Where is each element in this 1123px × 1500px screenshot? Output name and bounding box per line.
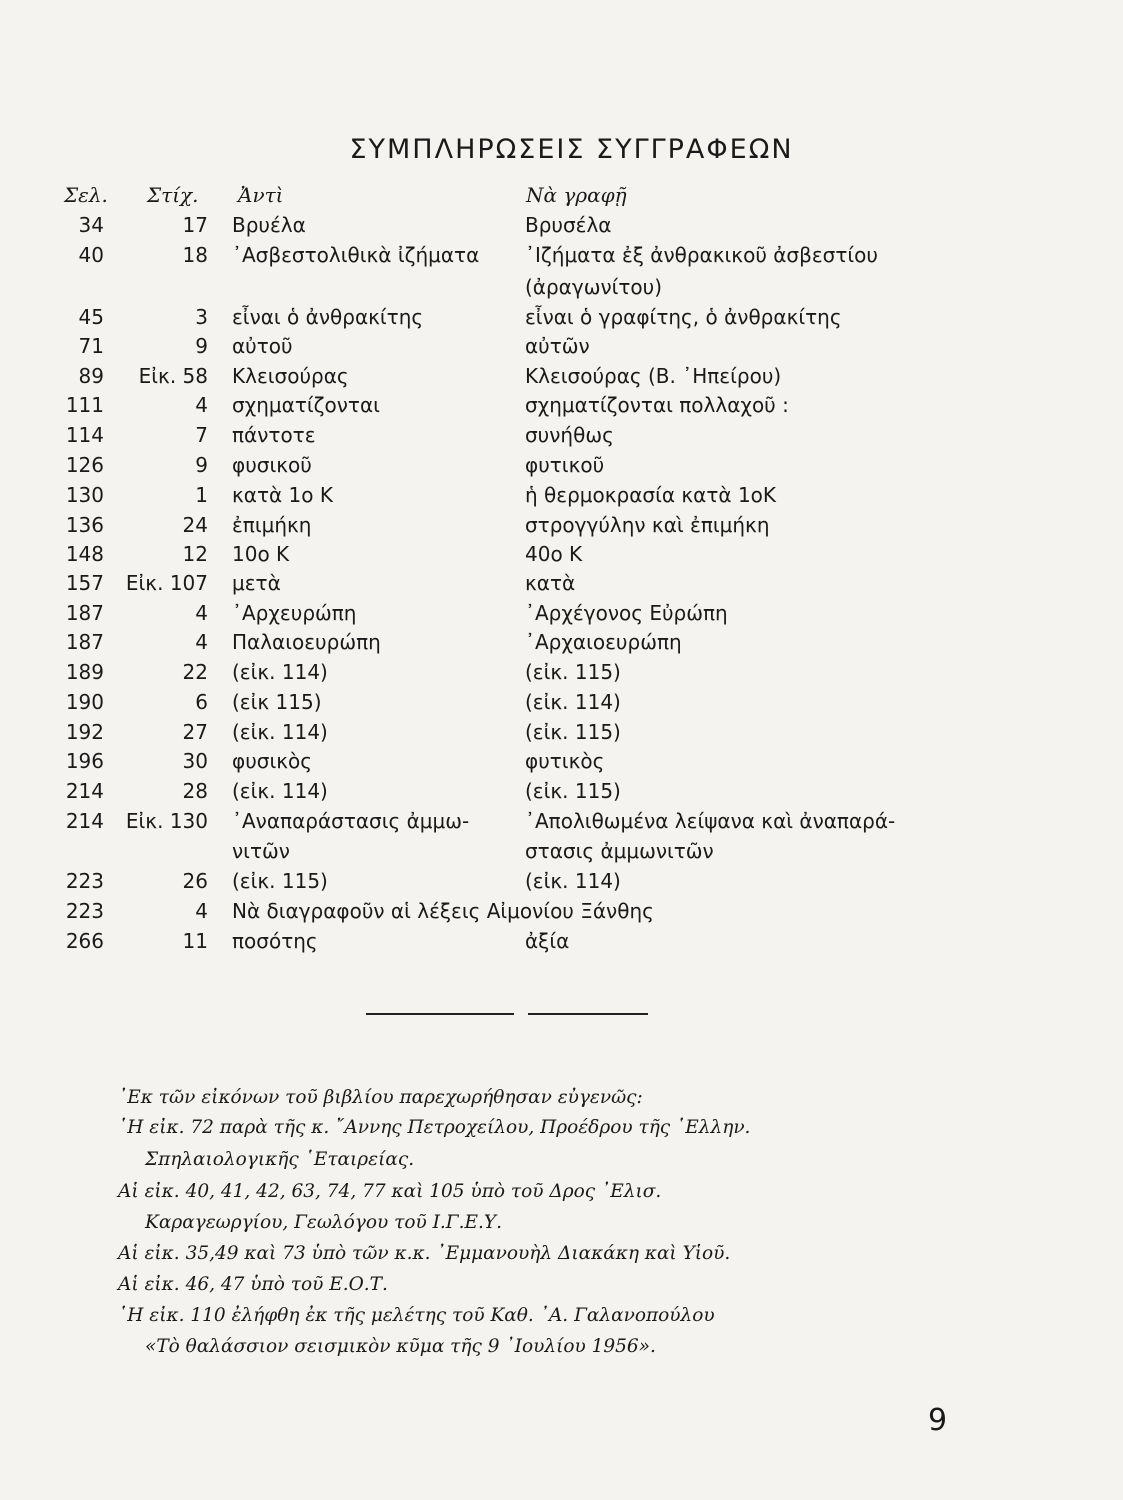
cell-page: 190 [65,690,104,714]
cell-wrong-continuation: νιτῶν [232,839,290,863]
cell-wrong: (εἰκ. 114) [232,660,328,684]
credit-line: ῾Η εἰκ. 110 ἐλήφθη ἐκ τῆς μελέτης τοῦ Καθ. ᾿Α. Γαλανοπούλου [118,1305,715,1326]
cell-wrong: εἶναι ὁ ἀνθρακίτης [232,305,424,329]
cell-right: Κλεισούρας (Β. ᾿Ηπείρου) [525,364,782,388]
cell-right: (εἰκ. 115) [525,660,621,684]
credit-line: Σπηλαιολογικῆς ῾Εταιρείας. [145,1149,415,1170]
cell-right: (εἰκ. 115) [525,779,621,803]
cell-page: 136 [65,513,104,537]
cell-wrong: 10ο Κ [232,542,290,566]
cell-note: Νὰ διαγραφοῦν αἱ λέξεις Αἰμονίου Ξάνθης [232,899,654,923]
header-wrong: Ἀντὶ [238,183,284,207]
cell-page: 196 [65,749,104,773]
cell-line: 7 [195,423,208,447]
cell-line: 4 [195,601,208,625]
cell-page: 71 [78,334,104,358]
cell-right: αὐτῶν [525,334,590,358]
page-title: ΣΥΜΠΛΗΡΩΣΕΙΣ ΣΥΓΓΡΑΦΕΩΝ [349,134,794,165]
cell-line: 17 [182,213,208,237]
cell-line: Εἰκ. 107 [125,571,208,595]
cell-page: 89 [78,364,104,388]
cell-right-continuation: (ἀραγωνίτου) [525,275,663,299]
cell-wrong: (εἰκ. 114) [232,720,328,744]
cell-page: 189 [65,660,104,684]
divider-right [528,1013,648,1015]
credit-line: Αἱ εἰκ. 40, 41, 42, 63, 74, 77 καὶ 105 ὑπὸ τοῦ Δρος ᾿Ελισ. [118,1181,662,1202]
credit-line: Καραγεωργίου, Γεωλόγου τοῦ Ι.Γ.Ε.Υ. [145,1212,503,1233]
credit-line: Αἱ εἰκ. 46, 47 ὑπὸ τοῦ Ε.Ο.Τ. [118,1274,388,1295]
cell-right: εἶναι ὁ γραφίτης, ὁ ἀνθρακίτης [525,305,842,329]
cell-wrong: ἐπιμήκη [232,513,312,537]
cell-page: 148 [65,542,104,566]
cell-wrong: Βρυέλα [232,213,306,237]
cell-right: Βρυσέλα [525,213,612,237]
cell-page: 126 [65,453,104,477]
cell-right-continuation: στασις ἀμμωνιτῶν [525,839,714,863]
cell-right: ᾿Αρχαιοευρώπη [525,630,682,654]
cell-line: 30 [182,749,208,773]
cell-right: συνήθως [525,423,614,447]
cell-line: 22 [182,660,208,684]
cell-line: 18 [182,243,208,267]
cell-right: ᾿Ιζήματα ἐξ ἀνθρακικοῦ ἀσβεστίου [525,243,878,267]
cell-right: ἀξία [525,929,570,953]
cell-page: 45 [78,305,104,329]
cell-wrong: αὐτοῦ [232,334,293,358]
cell-page: 40 [78,243,104,267]
page-number: 9 [928,1403,948,1438]
cell-line: 9 [195,334,208,358]
cell-right: ἡ θερμοκρασία κατὰ 1οΚ [525,483,777,507]
cell-page: 214 [65,809,104,833]
cell-page: 223 [65,899,104,923]
credit-line: ᾿Εκ τῶν εἰκόνων τοῦ βιβλίου παρεχωρήθησαν εὐγενῶς: [118,1087,643,1108]
cell-page: 223 [65,869,104,893]
cell-page: 111 [65,393,104,417]
cell-wrong: ᾿Αρχευρώπη [232,601,357,625]
cell-line: 28 [182,779,208,803]
cell-wrong: (εἰκ. 114) [232,779,328,803]
cell-line: 4 [195,630,208,654]
cell-right: 40ο Κ [525,542,583,566]
cell-page: 114 [65,423,104,447]
cell-line: Εἰκ. 58 [138,364,208,388]
cell-line: Εἰκ. 130 [125,809,208,833]
cell-right: (εἰκ. 114) [525,690,621,714]
cell-line: 1 [195,483,208,507]
divider-left [366,1013,514,1015]
cell-line: 6 [195,690,208,714]
cell-page: 192 [65,720,104,744]
cell-line: 12 [182,542,208,566]
cell-right: φυτικὸς [525,749,605,773]
cell-line: 9 [195,453,208,477]
cell-right: ᾿Απολιθωμένα λείψανα καὶ ἀναπαρά- [525,809,896,833]
cell-wrong: Παλαιοευρώπη [232,630,381,654]
credit-line: «Τὸ θαλάσσιον σεισμικὸν κῦμα τῆς 9 ᾿Ιουλίου 1956». [145,1336,656,1357]
cell-line: 3 [195,305,208,329]
cell-page: 187 [65,601,104,625]
cell-line: 4 [195,899,208,923]
cell-wrong: πάντοτε [232,423,316,447]
cell-wrong: κατὰ 1ο Κ [232,483,333,507]
cell-page: 214 [65,779,104,803]
cell-right: κατὰ [525,571,576,595]
cell-wrong: φυσικοῦ [232,453,312,477]
cell-wrong: (εἰκ 115) [232,690,322,714]
cell-wrong: ᾿Ασβεστολιθικὰ ἰζήματα [232,243,480,267]
cell-page: 266 [65,929,104,953]
cell-wrong: (εἰκ. 115) [232,869,328,893]
cell-right: ᾿Αρχέγονος Εὐρώπη [525,601,728,625]
cell-page: 34 [78,213,104,237]
header-line: Στίχ. [147,183,199,207]
cell-wrong: ποσότης [232,929,318,953]
cell-line: 11 [182,929,208,953]
cell-line: 4 [195,393,208,417]
cell-page: 187 [65,630,104,654]
cell-wrong: μετὰ [232,571,281,595]
cell-wrong: ᾿Αναπαράστασις ἀμμω- [232,809,470,833]
cell-line: 27 [182,720,208,744]
cell-right: (εἰκ. 114) [525,869,621,893]
credit-line: Αἱ εἰκ. 35,49 καὶ 73 ὑπὸ τῶν κ.κ. ᾿Εμμανουὴλ Διακάκη καὶ Υἱοῦ. [118,1243,731,1264]
header-right: Νὰ γραφῇ [526,183,627,207]
cell-right: (εἰκ. 115) [525,720,621,744]
cell-line: 24 [182,513,208,537]
cell-wrong: σχηματίζονται [232,393,380,417]
credit-line: ῾Η εἰκ. 72 παρὰ τῆς κ. ῎Αννης Πετροχείλου, Προέδρου τῆς ῾Ελλην. [118,1117,751,1138]
cell-line: 26 [182,869,208,893]
header-page: Σελ. [64,183,108,207]
cell-right: στρογγύλην καὶ ἐπιμήκη [525,513,770,537]
cell-right: φυτικοῦ [525,453,605,477]
cell-wrong: φυσικὸς [232,749,312,773]
cell-right: σχηματίζονται πολλαχοῦ : [525,393,789,417]
cell-wrong: Κλεισούρας [232,364,349,388]
cell-page: 157 [65,571,104,595]
cell-page: 130 [65,483,104,507]
